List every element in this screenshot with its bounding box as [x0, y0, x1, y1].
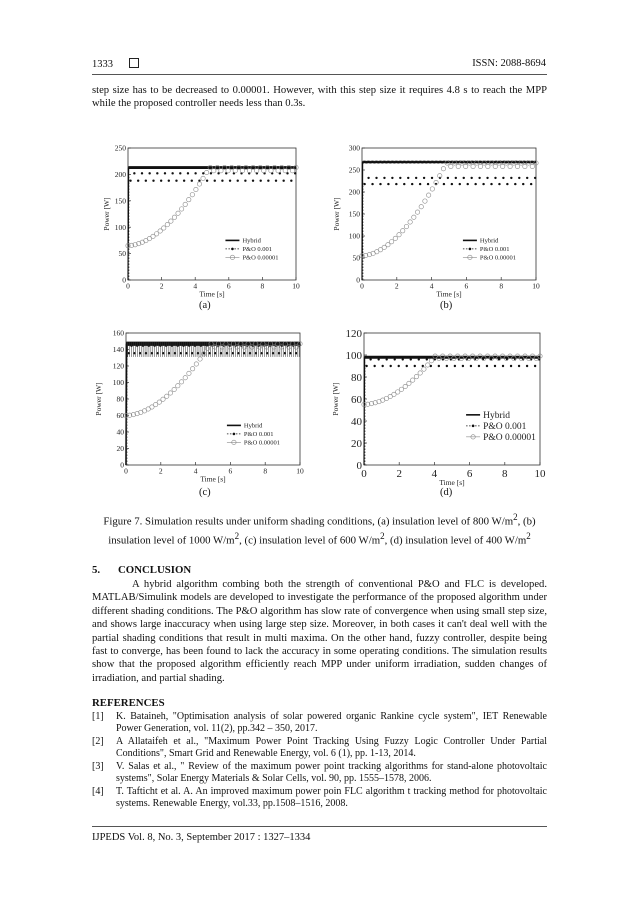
po-001-point	[478, 177, 480, 179]
po-00001-point	[530, 164, 534, 168]
po-001-point	[369, 358, 371, 360]
x-tick-label: 0	[124, 466, 128, 476]
y-tick-label: 100	[112, 378, 124, 388]
y-axis-label: Power [W]	[332, 197, 341, 231]
legend-po00001-label: P&O 0.00001	[483, 433, 536, 444]
po-001-point	[482, 183, 484, 185]
section-title-conclusion: 5. CONCLUSION	[92, 564, 192, 576]
po-00001-point	[204, 170, 208, 174]
po-00001-point	[219, 169, 223, 173]
po-00001-point	[486, 164, 490, 168]
x-axis-label: Time [s]	[436, 289, 462, 299]
x-tick-label: 0	[361, 468, 367, 480]
po-00001-point	[262, 169, 266, 173]
po-001-point	[399, 177, 401, 179]
y-tick-label: 50	[118, 249, 126, 259]
po-00001-point	[463, 164, 467, 168]
po-00001-point	[399, 387, 403, 391]
po-001-point	[426, 358, 428, 360]
po-001-point	[381, 365, 383, 367]
x-tick-label: 8	[260, 281, 265, 291]
po-00001-point	[187, 197, 191, 201]
po-00001-point	[176, 211, 180, 215]
po-001-point	[431, 177, 433, 179]
x-tick-label: 4	[431, 468, 438, 480]
po-00001-point	[269, 169, 273, 173]
x-tick-label: 10	[296, 466, 304, 476]
reference-item: [1] K. Bataineh, "Optimisation analysis of solar powered organic Rankine cycle system", IET Renewable Power Generation, vol. 11(2), pp.342 – 350, 2017.	[92, 711, 547, 735]
po-00001-point	[276, 169, 280, 173]
legend-hybrid-label: Hybrid	[243, 422, 263, 430]
po-00001-point	[386, 243, 390, 247]
x-tick-label: 10	[292, 281, 300, 291]
po-001-point	[423, 177, 425, 179]
po-00001-point	[158, 229, 162, 233]
po-00001-point	[404, 224, 408, 228]
y-tick-label: 20	[351, 437, 362, 450]
hybrid-line	[364, 356, 540, 465]
po-00001-point	[408, 220, 412, 224]
po-00001-point	[198, 357, 202, 361]
plot-a	[100, 140, 310, 308]
po-001-point	[534, 365, 536, 367]
po-001-point	[418, 358, 420, 360]
header-rule	[92, 74, 547, 75]
po-00001-point	[397, 233, 401, 237]
po-001-point	[377, 358, 379, 360]
po-00001-point	[403, 384, 407, 388]
po-001-point	[210, 172, 212, 174]
po-00001-point	[493, 164, 497, 168]
x-tick-label: 8	[263, 466, 268, 476]
x-axis-label: Time [s]	[200, 474, 226, 484]
x-tick-label: 6	[228, 466, 233, 476]
po-00001-point	[471, 164, 475, 168]
y-tick-label: 80	[116, 394, 124, 404]
po-00001-point	[240, 169, 244, 173]
issn: ISSN: 2088-8694	[472, 58, 546, 69]
x-tick-label: 4	[193, 466, 198, 476]
po-001-point	[510, 177, 512, 179]
po-001-point	[367, 177, 369, 179]
po-001-point	[502, 177, 504, 179]
po-00001-point	[478, 164, 482, 168]
x-tick-label: 2	[396, 468, 402, 480]
x-tick-label: 2	[394, 281, 399, 291]
po-00001-point	[407, 381, 411, 385]
po-001-point	[478, 365, 480, 367]
po-001-point	[459, 183, 461, 185]
hybrid-line	[128, 166, 296, 280]
figure-caption: Figure 7. Simulation results under uniform shading conditions, (a) insulation level of 800 $W/m^2$, (b) insulation level of 1000 $W/m^2$, (c) insulation level of 600 $W/m^2$, (d) insulation level of 400 $W/m^2$	[103, 512, 536, 547]
po-00001-point	[449, 164, 453, 168]
po-001-point	[474, 183, 476, 185]
intro-paragraph: step size has to be decreased to 0.00001. However, with this step size it requires 4.8 s to reach the MPP while the proposed controller needs less than 0.3s.	[92, 85, 547, 110]
po-001-point	[267, 180, 269, 182]
po-001-point	[467, 183, 469, 185]
po-001-point	[202, 172, 204, 174]
po-001-point	[395, 183, 397, 185]
po-001-point	[410, 358, 412, 360]
conclusion-paragraph: A hybrid algorithm combing both the strength of conventional P&O and FLC is developed. MATLAB/Simulink models are developed to investigate the performance of the proposed algorithm under different shading conditions. The P&O algorithm has slow rate of convergence when using small step size, and shows large inaccuracy when using large step size. Moreover, in both cases it can't deal well with the partial shading conditions that result in multi maxima. On the other hand, fuzzy controller, despite being fast to converge, has been found to lack the accuracy in some operating conditions. The simulation results show that the proposed algorithm efficiently reach MPP under uniform irradiation, sudden changes of irradiation, and partial shading.	[92, 579, 547, 684]
legend-po001-label: P&O 0.001	[242, 246, 273, 254]
hybrid-line	[362, 162, 536, 280]
po-001-point	[498, 183, 500, 185]
po-001-point	[526, 365, 528, 367]
y-tick-label: 150	[348, 209, 360, 219]
po-001-point	[526, 177, 528, 179]
y-tick-label: 200	[348, 187, 360, 197]
po-00001-point	[430, 187, 434, 191]
po-00001-point	[172, 215, 176, 219]
po-00001-point	[176, 384, 180, 388]
po-001-point	[282, 180, 284, 182]
x-axis-label: Time [s]	[199, 289, 225, 299]
po-001-point	[462, 365, 464, 367]
po-00001-point	[441, 167, 445, 171]
y-tick-label: 40	[351, 415, 362, 428]
po-001-point	[141, 172, 143, 174]
po-00001-point	[414, 374, 418, 378]
po-001-point	[454, 365, 456, 367]
po-00001-point	[425, 363, 429, 367]
po-001-point	[419, 183, 421, 185]
po-00001-point	[205, 346, 209, 350]
y-tick-label: 60	[351, 393, 362, 406]
po-00001-point	[401, 229, 405, 233]
po-001-point	[402, 358, 404, 360]
po-00001-point	[523, 164, 527, 168]
po-001-point	[275, 180, 277, 182]
po-001-point	[152, 180, 154, 182]
po-001-point	[129, 180, 131, 182]
x-tick-label: 0	[126, 281, 130, 291]
y-tick-label: 160	[112, 328, 124, 338]
legend-po001-marker	[233, 433, 236, 436]
y-tick-label: 20	[116, 444, 124, 454]
po-00001-point	[456, 164, 460, 168]
po-001-point	[502, 365, 504, 367]
x-tick-label: 6	[464, 281, 469, 291]
po-00001-point	[410, 378, 414, 382]
x-tick-label: 10	[534, 468, 546, 480]
po-00001-point	[179, 380, 183, 384]
subplot-label-a: (a)	[199, 300, 211, 311]
po-00001-point	[429, 359, 433, 363]
po-00001-point	[418, 371, 422, 375]
y-tick-label: 80	[351, 371, 362, 384]
y-tick-label: 200	[114, 170, 126, 180]
x-tick-label: 6	[226, 281, 231, 291]
po-001-point	[518, 177, 520, 179]
po-00001-point	[508, 164, 512, 168]
page-number: 1333	[92, 58, 139, 70]
po-00001-point	[283, 169, 287, 173]
po-00001-point	[169, 219, 173, 223]
legend-hybrid-label: Hybrid	[479, 237, 499, 245]
po-001-point	[160, 180, 162, 182]
po-001-point	[414, 365, 416, 367]
y-axis-label: Power [W]	[331, 382, 340, 416]
po-00001-point	[172, 387, 176, 391]
footer-rule	[92, 826, 547, 827]
y-tick-label: 0	[356, 275, 360, 285]
po-00001-point	[515, 164, 519, 168]
po-001-point	[379, 183, 381, 185]
po-001-point	[407, 177, 409, 179]
po-001-point	[171, 172, 173, 174]
po-00001-point	[389, 240, 393, 244]
plot-b	[330, 140, 550, 308]
x-tick-label: 2	[159, 281, 164, 291]
po-001-point	[463, 177, 465, 179]
po-001-point	[522, 183, 524, 185]
legend-po00001-label: P&O 0.00001	[479, 254, 517, 262]
y-tick-label: 250	[348, 165, 360, 175]
po-001-point	[191, 180, 193, 182]
subplot-label-b: (b)	[440, 300, 453, 311]
plot-d	[330, 325, 550, 493]
y-tick-label: 250	[114, 143, 126, 153]
po-001-point	[494, 365, 496, 367]
po-001-point	[252, 180, 254, 182]
po-00001-point	[157, 400, 161, 404]
x-tick-label: 8	[502, 468, 508, 480]
subplot-label-d: (d)	[440, 487, 453, 498]
po-001-point	[530, 183, 532, 185]
po-001-point	[168, 180, 170, 182]
po-001-point	[447, 177, 449, 179]
x-tick-label: 8	[499, 281, 504, 291]
y-tick-label: 120	[345, 327, 362, 340]
po-001-point	[290, 180, 292, 182]
y-axis-label: Power [W]	[94, 382, 103, 416]
po-001-point	[411, 183, 413, 185]
reference-item: [4] T. Tafticht et al. A. An improved maximum power poin FLC algorithm t tracking method for photovoltaic systems. Renewable Energy, vol.33, pp.1508–1516, 2008.	[92, 786, 547, 810]
po-001-point	[438, 365, 440, 367]
x-tick-label: 0	[360, 281, 364, 291]
po-001-point	[415, 177, 417, 179]
po-001-point	[371, 183, 373, 185]
po-001-point	[506, 183, 508, 185]
po-001-point	[494, 177, 496, 179]
po-001-point	[470, 177, 472, 179]
square-icon	[129, 58, 139, 68]
po-001-point	[403, 183, 405, 185]
subplot-label-c: (c)	[199, 487, 211, 498]
y-tick-label: 50	[352, 253, 360, 263]
po-001-point	[183, 180, 185, 182]
po-001-point	[187, 172, 189, 174]
po-001-point	[229, 180, 231, 182]
po-00001-point	[162, 226, 166, 230]
y-tick-label: 0	[356, 459, 362, 472]
po-001-point	[179, 172, 181, 174]
po-00001-point	[197, 182, 201, 186]
po-00001-point	[183, 202, 187, 206]
x-tick-label: 6	[466, 468, 473, 480]
po-001-point	[164, 172, 166, 174]
footer-text: IJPEDS Vol. 8, No. 3, September 2017 : 1327–1334	[92, 832, 311, 843]
po-001-point	[365, 365, 367, 367]
legend-po00001-label: P&O 0.00001	[242, 254, 279, 262]
po-00001-point	[393, 236, 397, 240]
legend-po001-marker	[231, 248, 234, 251]
po-00001-point	[165, 394, 169, 398]
po-001-point	[486, 365, 488, 367]
legend-po00001-label: P&O 0.00001	[243, 439, 281, 447]
legend-hybrid-label: Hybrid	[483, 411, 511, 422]
po-001-point	[486, 177, 488, 179]
po-001-point	[510, 365, 512, 367]
y-tick-label: 100	[345, 349, 362, 362]
po-00001-point	[194, 187, 198, 191]
po-001-point	[470, 365, 472, 367]
po-001-point	[194, 172, 196, 174]
po-00001-point	[183, 376, 187, 380]
y-tick-label: 140	[112, 345, 124, 355]
legend-po001-label: P&O 0.001	[479, 246, 510, 254]
po-001-point	[383, 177, 385, 179]
legend-po001-label: P&O 0.001	[483, 422, 527, 433]
po-001-point	[156, 172, 158, 174]
po-00001-point	[187, 371, 191, 375]
x-axis-label: Time [s]	[439, 478, 465, 487]
po-00001-point	[423, 199, 427, 203]
po-001-point	[391, 177, 393, 179]
po-001-point	[137, 180, 139, 182]
po-00001-point	[161, 397, 165, 401]
x-tick-label: 4	[193, 281, 198, 291]
po-001-point	[490, 183, 492, 185]
y-tick-label: 300	[348, 143, 360, 153]
po-001-point	[375, 177, 377, 179]
y-tick-label: 40	[116, 427, 124, 437]
po-00001-point	[201, 176, 205, 180]
po-001-point	[373, 365, 375, 367]
reference-item: [3] V. Salas et al., " Review of the maximum power point tracking algorithms for stand-alone photovoltaic systems", Solar Energy Materials & Solar Cells, vol. 90, pp. 1555–1578, 2006.	[92, 761, 547, 785]
po-00001-point	[422, 367, 426, 371]
po-00001-point	[226, 169, 230, 173]
reference-item: [2] A Allataifeh et al., "Maximum Power Point Tracking Using Fuzzy Logic Controller Under Partial Conditions", Smart Grid and Renewable Energy, vol. 6 (1), pp. 1-13, 2014.	[92, 736, 547, 760]
po-001-point	[363, 183, 365, 185]
po-001-point	[518, 365, 520, 367]
legend-po001-marker	[469, 248, 472, 251]
po-001-point	[237, 180, 239, 182]
po-001-point	[385, 358, 387, 360]
po-001-point	[175, 180, 177, 182]
po-00001-point	[190, 367, 194, 371]
po-001-point	[455, 177, 457, 179]
po-001-point	[394, 358, 396, 360]
legend-hybrid-label: Hybrid	[242, 237, 261, 245]
po-001-point	[260, 180, 262, 182]
po-001-point	[206, 180, 208, 182]
po-00001-point	[500, 164, 504, 168]
po-001-point	[294, 172, 296, 174]
y-tick-label: 120	[112, 361, 124, 371]
po-00001-point	[190, 192, 194, 196]
po-001-point	[133, 172, 135, 174]
y-tick-label: 0	[122, 275, 126, 285]
y-axis-label: Power [W]	[102, 197, 111, 231]
po-00001-point	[233, 169, 237, 173]
po-00001-point	[415, 210, 419, 214]
po-001-point	[446, 365, 448, 367]
po-001-point	[214, 180, 216, 182]
po-00001-point	[194, 362, 198, 366]
legend-po001-marker	[472, 425, 475, 428]
po-001-point	[514, 183, 516, 185]
po-00001-point	[165, 222, 169, 226]
po-001-point	[148, 172, 150, 174]
legend-po001-label: P&O 0.001	[243, 431, 274, 439]
po-00001-point	[426, 193, 430, 197]
po-00001-point	[419, 205, 423, 209]
po-001-point	[406, 365, 408, 367]
y-tick-label: 150	[114, 196, 126, 206]
x-tick-label: 4	[429, 281, 434, 291]
y-tick-label: 60	[116, 411, 124, 421]
po-00001-point	[168, 391, 172, 395]
y-tick-label: 0	[120, 460, 124, 470]
y-tick-label: 100	[348, 231, 360, 241]
references-title: REFERENCES	[92, 697, 165, 709]
x-tick-label: 10	[532, 281, 540, 291]
y-tick-label: 100	[114, 222, 126, 232]
po-001-point	[443, 183, 445, 185]
po-001-point	[398, 365, 400, 367]
po-001-point	[451, 183, 453, 185]
po-001-point	[145, 180, 147, 182]
po-001-point	[427, 183, 429, 185]
x-tick-label: 2	[158, 466, 163, 476]
po-001-point	[387, 183, 389, 185]
po-00001-point	[290, 169, 294, 173]
po-001-point	[534, 177, 536, 179]
po-00001-point	[212, 169, 216, 173]
plot-c	[92, 325, 312, 493]
po-00001-point	[412, 215, 416, 219]
po-001-point	[244, 180, 246, 182]
po-00001-point	[179, 207, 183, 211]
po-001-point	[390, 365, 392, 367]
po-001-point	[221, 180, 223, 182]
